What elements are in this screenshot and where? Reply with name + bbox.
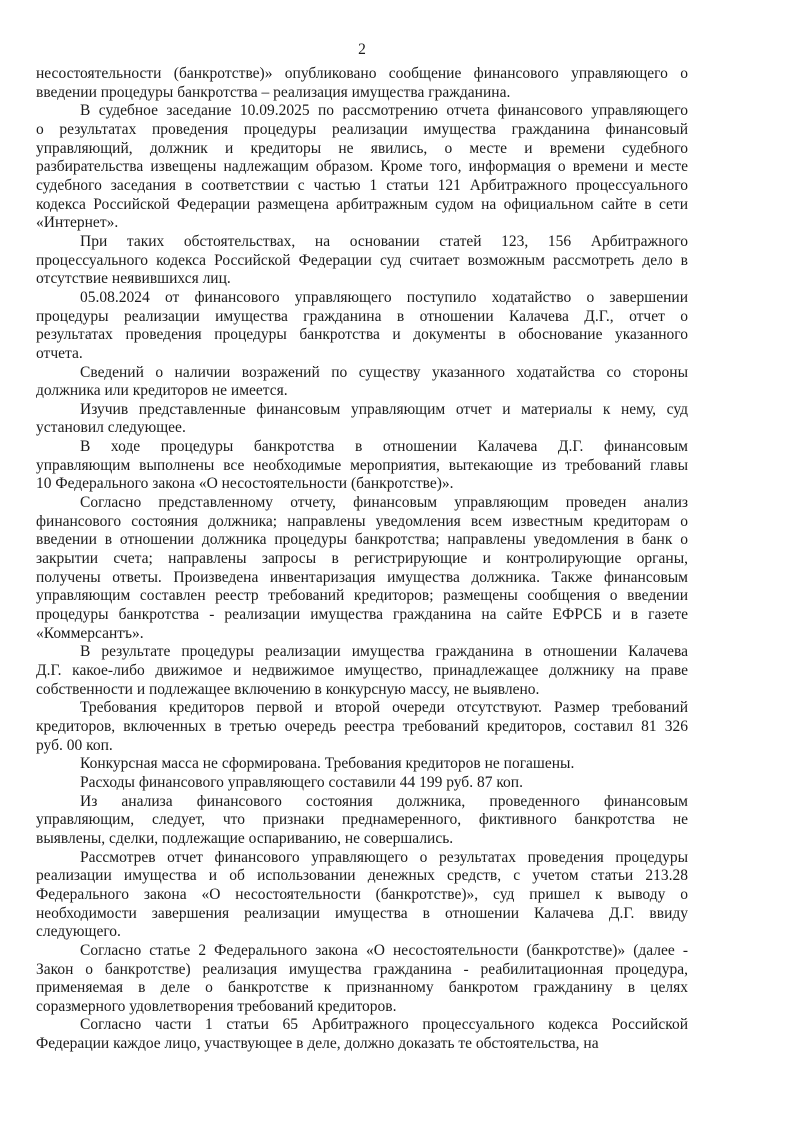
document-body — [36, 65, 688, 1054]
text-line: процедуры банкротства - реализации имущества гражданина на сайте ЕФРСБ и в газете — [36, 606, 688, 624]
text-line: должника или кредиторов не имеется. — [36, 382, 288, 400]
text-line: 10 Федерального закона «О несостоятельности (банкротстве)». — [36, 475, 454, 493]
text-line: Изучив представленные финансовым управляющим отчет и материалы к нему, суд — [80, 400, 688, 418]
text-line: управляющий, должник и кредиторы не явились, о месте и времени судебного — [36, 139, 688, 157]
text-line: необходимости завершения реализации имущества в отношении Калачева Д.Г. ввиду — [36, 904, 688, 922]
text-line: закрытии счета; направлены запросы в регистрирующие и контролирующие органы, — [36, 550, 688, 568]
text-line: о результатах проведения процедуры реализации имущества гражданина финансовый — [36, 120, 688, 138]
text-line: 05.08.2024 от финансового управляющего поступило ходатайство о завершении — [80, 288, 688, 306]
text-line: Согласно статье 2 Федерального закона «О несостоятельности (банкротстве)» (далее - — [80, 941, 688, 959]
page-number: 2 — [358, 41, 366, 58]
text-line: введении в отношении должника процедуры банкротства; направлены уведомления в банк о — [36, 531, 688, 549]
text-line: Конкурсная масса не сформирована. Требования кредиторов не погашены. — [80, 755, 575, 773]
text-line: процессуального кодекса Российской Федерации суд считает возможным рассмотреть дело в — [36, 251, 688, 269]
text-line: руб. 00 коп. — [36, 736, 113, 754]
text-line: В ходе процедуры банкротства в отношении Калачева Д.Г. финансовым — [80, 438, 688, 456]
text-line: собственности и подлежащее включению в конкурсную массу, не выявлено. — [36, 680, 540, 698]
text-line: Требования кредиторов первой и второй очереди отсутствуют. Размер требований — [80, 699, 688, 717]
text-line: При таких обстоятельствах, на основании статей 123, 156 Арбитражного — [80, 232, 688, 250]
text-line: Согласно части 1 статьи 65 Арбитражного процессуального кодекса Российской — [80, 1016, 688, 1034]
text-line: управляющим выполнены все необходимые мероприятия, вытекающие из требований главы — [36, 456, 688, 474]
text-line: применяемая в деле о банкротстве к признанному банкротом гражданину в целях — [36, 979, 688, 997]
text-line: выявлены, сделки, подлежащие оспариванию, не совершались. — [36, 829, 454, 847]
text-line: Федерального закона «О несостоятельности (банкротстве)», суд пришел к выводу о — [36, 885, 688, 903]
text-line: следующего. — [36, 923, 121, 941]
text-line: кодекса Российской Федерации размещена арбитражным судом на официальном сайте в сети — [36, 195, 688, 213]
text-line: Согласно представленному отчету, финансовым управляющим проведен анализ — [80, 494, 688, 512]
text-line: соразмерного удовлетворения требований кредиторов. — [36, 997, 397, 1015]
text-line: установил следующее. — [36, 419, 186, 437]
text-line: результатах проведения процедуры банкротства и документы в обоснование указанного — [36, 326, 688, 344]
text-line: управляющим составлен реестр требований кредиторов; размещены сообщения о введении — [36, 587, 688, 605]
text-line: В результате процедуры реализации имущества гражданина в отношении Калачева — [80, 643, 688, 661]
text-line: судебного заседания в соответствии с частью 1 статьи 121 Арбитражного процессуального — [36, 176, 688, 194]
text-line: Федерации каждое лицо, участвующее в деле, должно доказать те обстоятельства, на — [36, 1035, 599, 1053]
text-line: получены ответы. Произведена инвентаризация имущества должника. Также финансовым — [36, 568, 688, 586]
text-line: Рассмотрев отчет финансового управляющего о результатах проведения процедуры — [80, 848, 688, 866]
text-line: Д.Г. какое-либо движимое и недвижимое имущество, принадлежащее должнику на праве — [36, 662, 688, 679]
text-line: Сведений о наличии возражений по существу указанного ходатайства со стороны — [80, 363, 688, 381]
text-line: разбирательства извещены надлежащим образом. Кроме того, информация о времени и месте — [36, 158, 688, 176]
text-line: Из анализа финансового состояния должника, проведенного финансовым — [80, 792, 688, 810]
text-line: Расходы финансового управляющего составили 44 199 руб. 87 коп. — [80, 773, 523, 791]
text-line: финансового состояния должника; направлены уведомления всем известным кредиторам о — [36, 512, 688, 530]
text-line: введении процедуры банкротства – реализация имущества гражданина. — [36, 83, 511, 101]
text-line: процедуры реализации имущества гражданина в отношении Калачева Д.Г., отчет о — [36, 307, 688, 325]
text-line: В судебное заседание 10.09.2025 по рассмотрению отчета финансового управляющего — [80, 102, 688, 120]
text-line: кредиторов, включенных в третью очередь реестра требований кредиторов, составил 81 326 — [36, 717, 688, 735]
text-line: отсутствие неявившихся лиц. — [36, 270, 231, 288]
text-line: «Коммерсантъ». — [36, 624, 144, 642]
text-line: Закон о банкротстве) реализация имущества гражданина - реабилитационная процедура, — [36, 960, 688, 978]
text-line: управляющим, следует, что признаки преднамеренного, фиктивного банкротства не — [36, 811, 688, 829]
text-line: «Интернет». — [36, 214, 119, 232]
text-line: несостоятельности (банкротстве)» опубликовано сообщение финансового управляющего о — [36, 65, 688, 82]
text-line: отчета. — [36, 344, 83, 362]
text-line: реализации имущества и об использовании денежных средств, с учетом статьи 213.28 — [36, 867, 688, 885]
